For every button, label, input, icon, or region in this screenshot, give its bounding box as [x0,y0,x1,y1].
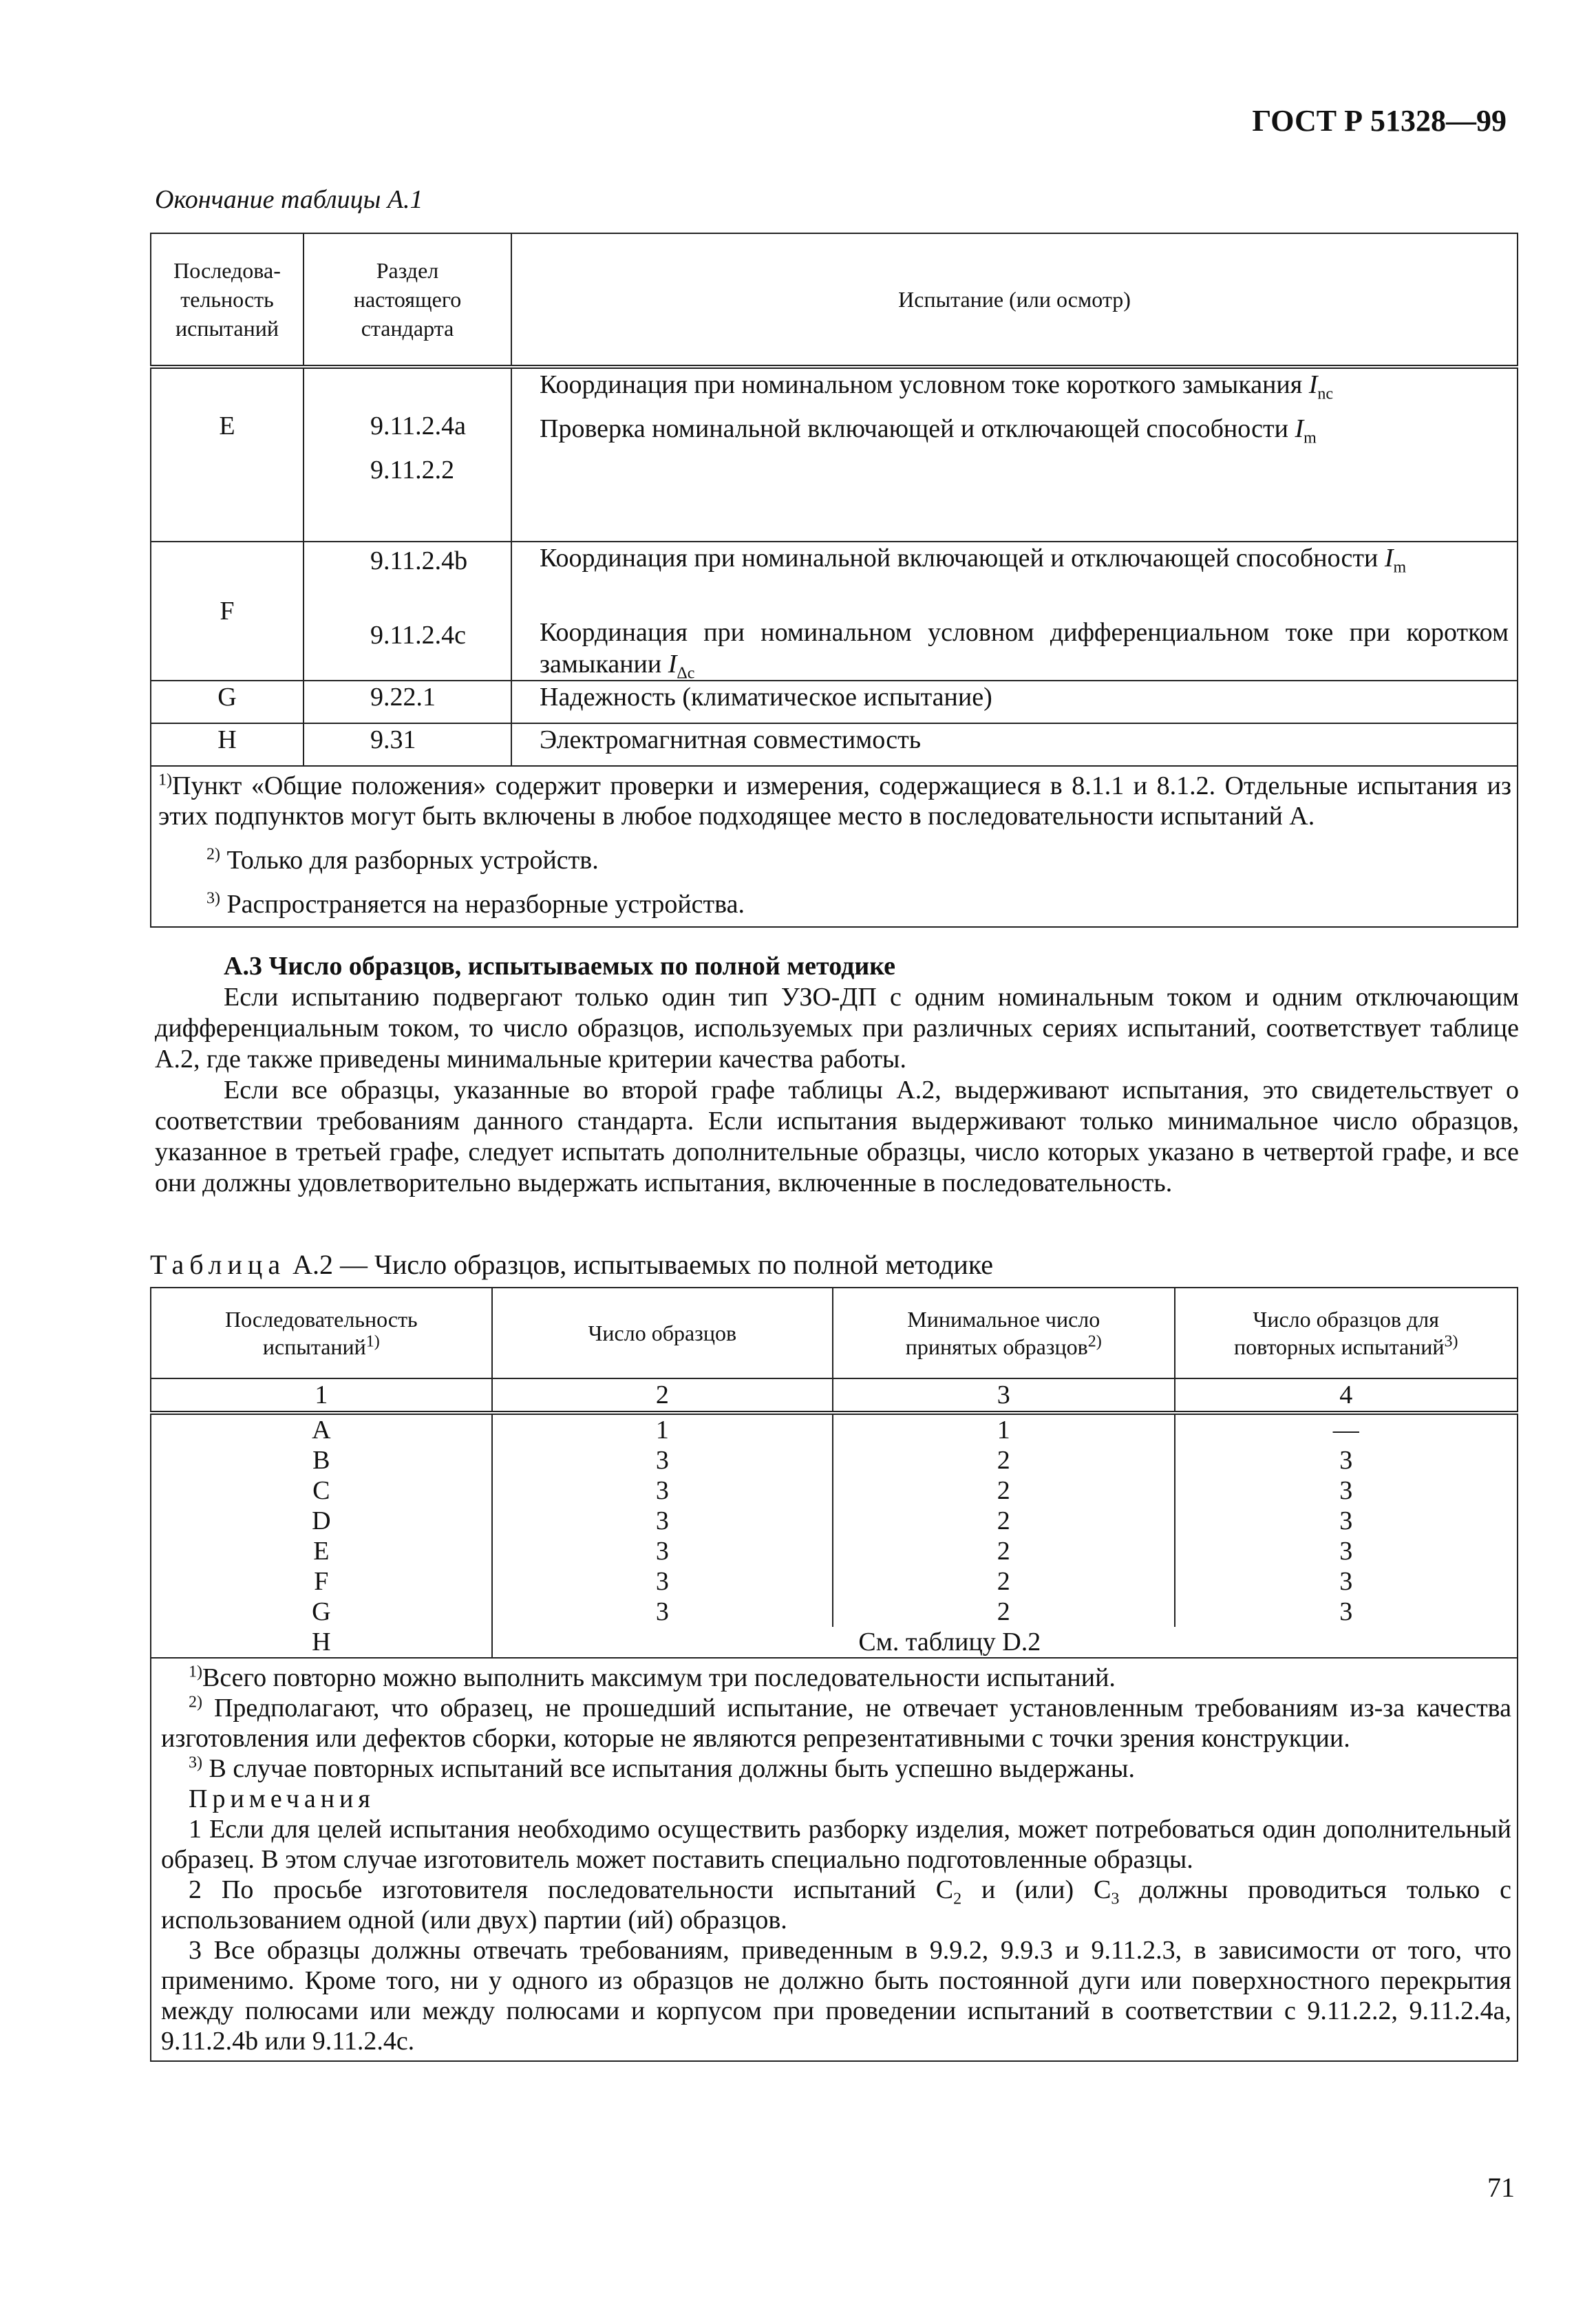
seq-cell: E [151,367,304,542]
t2-header-count: Число образцов [492,1288,833,1378]
table-row [151,542,1518,681]
table-cell: 1 [492,1413,833,1445]
table-cell: 3 [492,1566,833,1597]
seq-cell: H [151,723,304,766]
table-cell: 3 [1175,1597,1518,1627]
column-number: 3 [833,1378,1175,1413]
page-number: 71 [1487,2172,1515,2203]
table-cell: F [151,1566,492,1597]
table-cell: 3 [1175,1536,1518,1566]
table-cell: См. таблицу D.2 [492,1627,1518,1658]
footnote: $^{2)}$ Предполагают, что образец, не прошедший испытание, не отвечает установленным требованиям из-за качества изготовления или дефектов сборки, которые не являются репрезентативными с точки зрения конструкции. [161,1693,1511,1753]
table-cell: B [151,1445,492,1475]
table-cell: 2 [833,1475,1175,1506]
t2-header-min: Минимальное число принятых образцов$^{2)}$ [833,1288,1175,1378]
note: 2 По просьбе изготовителя последовательности испытаний $C_2$ и (или) $C_3$ должны проводиться только с использованием одной (или двух) партии (ий) образцов. [161,1875,1512,1934]
table-cell: 3 [492,1445,833,1475]
table-cell: 3 [1175,1566,1518,1597]
table-notes-row [151,1658,1518,2061]
column-number: 1 [151,1378,492,1413]
table-cell: 3 [492,1597,833,1627]
column-number: 2 [492,1378,833,1413]
table-cell: 3 [1175,1475,1518,1506]
table-cell: — [1175,1413,1518,1445]
seq-cell: G [151,681,304,723]
table-a2 [150,1287,1518,2062]
table-row [151,1536,1518,1566]
table-cell: 3 [1175,1445,1518,1475]
footnote: $^{3)}$ В случае повторных испытаний все испытания должны быть успешно выдержаны. [189,1753,1135,1783]
table-cell: A [151,1413,492,1445]
paragraph: Если все образцы, указанные во второй графе таблицы А.2, выдерживают испытания, это свидетельствует о соответствии требованиям данного стандарта. Если испытания выдерживают только минимальное число образцов, указанное в третьей графе, следует испытать дополнительные образцы, число которых указано в четвертой графе, и все они должны удовлетворительно выдержать испытания, включенные в последовательность. [155,1076,1519,1197]
table-continuation-label: Окончание таблицы А.1 [155,185,423,214]
column-numbers-row [151,1378,1518,1413]
table-footnotes [151,766,1518,927]
footnote: $^{1)}$Пункт «Общие положения» содержит проверки и измерения, содержащиеся в 8.1.1 и 8.1.2. Отдельные испытания из этих подпунктов могут быть включены в любое подходящее место в последовательности испытаний А. [158,771,1511,831]
t1-header-test: Испытание (или осмотр) [511,233,1518,367]
table-row [151,1566,1518,1597]
section-cell: 9.22.1 [304,681,511,723]
note: 1 Если для целей испытания необходимо осуществить разборку изделия, может потребоваться один дополнительный образец. В этом случае изготовитель может поставить специально подготовленные образцы. [161,1815,1511,1874]
table-row [151,1475,1518,1506]
table-caption: Таблица А.2 — Число образцов, испытываемых по полной методике [150,1249,994,1280]
section-title: А.3 Число образцов, испытываемых по полной методике [224,952,896,981]
table-footnotes [151,1658,1518,2061]
table-row [151,723,1518,766]
table-cell: 2 [833,1566,1175,1597]
section-cell: 9.11.2.4b 9.11.2.4c [304,542,511,681]
t1-header-section: Раздел настоящего стандарта [304,233,511,367]
section-cell: 9.11.2.4a 9.11.2.2 [304,367,511,542]
table-cell: G [151,1597,492,1627]
table-cell: 3 [492,1506,833,1536]
table-row [151,1506,1518,1536]
table-cell: 2 [833,1597,1175,1627]
t1-header-seq: Последова- тельность испытаний [151,233,304,367]
table-cell: H [151,1627,492,1658]
section-cell: 9.31 [304,723,511,766]
seq-cell: F [151,542,304,681]
table-a1 [150,233,1518,928]
t2-header-seq: Последовательность испытаний$^{1)}$ [151,1288,492,1378]
footnote: $^{3)}$ Распространяется на неразборные устройства. [206,889,745,919]
table-row [151,1413,1518,1445]
footnote: $^{2)}$ Только для разборных устройств. [206,845,599,875]
footnote: $^{1)}$Всего повторно можно выполнить максимум три последовательности испытаний. [189,1663,1116,1692]
table-cell: 2 [833,1506,1175,1536]
table-cell: 3 [492,1536,833,1566]
table-cell: 1 [833,1413,1175,1445]
table-cell: 2 [833,1445,1175,1475]
test-cell: Координация при номинальном условном токе короткого замыкания $I_{nc}$ Проверка номинальной включающей и отключающей способности $I_m$ [511,367,1518,542]
column-number: 4 [1175,1378,1518,1413]
test-cell: Электромагнитная совместимость [511,723,1518,766]
table-cell: D [151,1506,492,1536]
table-row [151,1597,1518,1627]
table-cell: 3 [492,1475,833,1506]
t2-header-repeat: Число образцов для повторных испытаний$^{3)}$ [1175,1288,1518,1378]
note: 3 Все образцы должны отвечать требованиям, приведенным в 9.9.2, 9.9.3 и 9.11.2.3, в зависимости от того, что применимо. Кроме того, ни у одного из образцов не должно быть постоянной дуги или поверхностного перекрытия между полюсами или между полюсами и корпусом при проведении испытаний в соответствии с 9.11.2.2, 9.11.2.4a, 9.11.2.4b или 9.11.2.4c. [161,1936,1511,2056]
table-cell: E [151,1536,492,1566]
paragraph: Если испытанию подвергают только один тип УЗО-ДП с одним номинальным током и одним отключающим дифференциальным током, то число образцов, используемых при различных сериях испытаний, соответствует таблице А.2, где также приведены минимальные критерии качества работы. [155,983,1519,1074]
section-a3 [155,951,1519,1199]
table-cell: 2 [833,1536,1175,1566]
table-row [151,1627,1518,1658]
table-cell: 3 [1175,1506,1518,1536]
table-row [151,367,1518,542]
table-row [151,681,1518,723]
table-notes-row [151,766,1518,927]
test-cell: Надежность (климатическое испытание) [511,681,1518,723]
test-cell: Координация при номинальной включающей и отключающей способности $I_m$ Координация при номинальном условном дифференциальном токе при коротком замыкании $I_{\Delta c}$ [511,542,1518,681]
standard-header: ГОСТ Р 51328—99 [1252,104,1507,138]
notes-title: Примечания [189,1784,375,1813]
table-row [151,1445,1518,1475]
table-cell: C [151,1475,492,1506]
